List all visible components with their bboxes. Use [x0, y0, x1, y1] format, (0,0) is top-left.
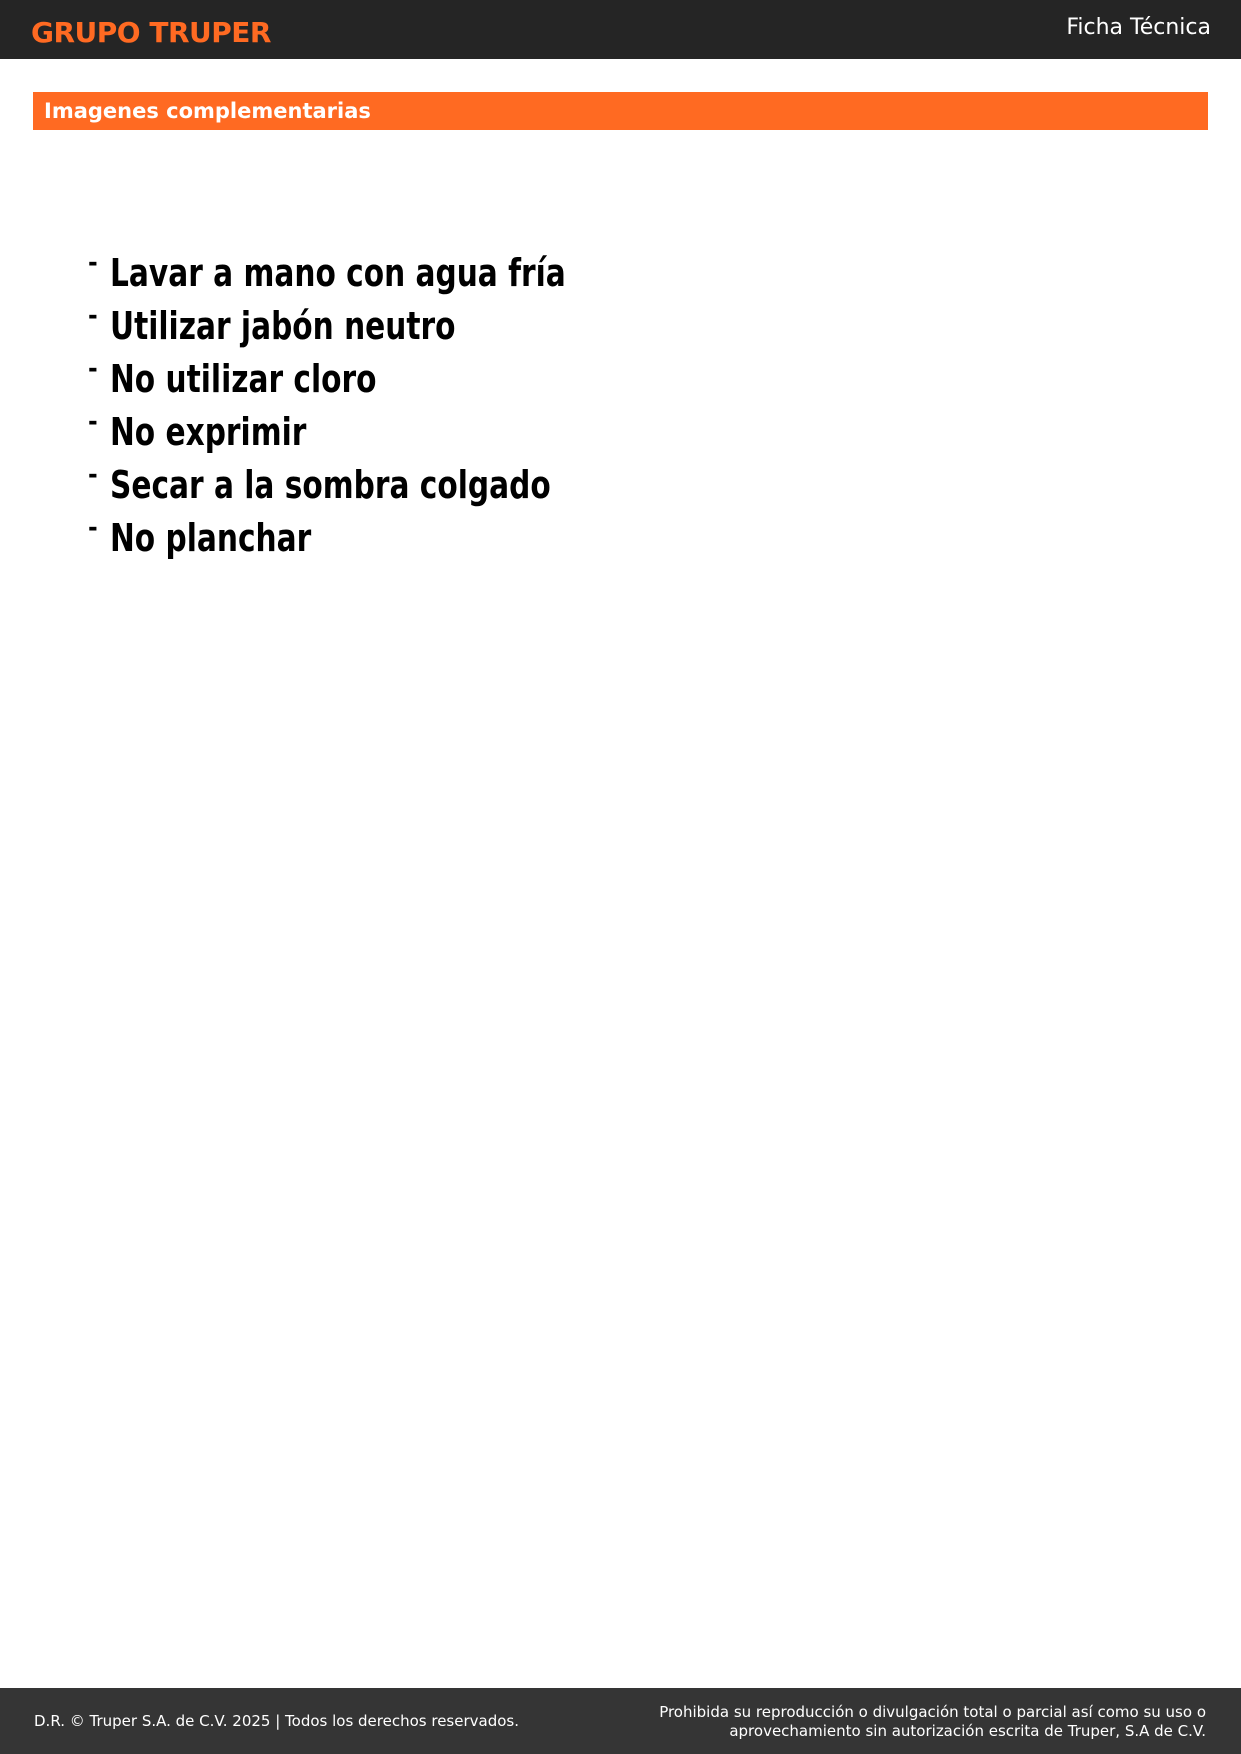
copyright-notice: D.R. © Truper S.A. de C.V. 2025 | Todos los derechos reservados. — [34, 1712, 519, 1730]
list-item — [88, 407, 694, 460]
care-instruction-text: No utilizar cloro — [110, 357, 377, 401]
list-item — [88, 460, 694, 513]
document-title: Ficha Técnica — [1066, 15, 1211, 40]
section-header-bar — [33, 92, 1208, 130]
care-instruction-text: Utilizar jabón neutro — [110, 304, 456, 348]
bullet-dash: - — [88, 460, 98, 490]
bullet-dash: - — [88, 354, 98, 384]
page-footer — [0, 1688, 1241, 1754]
section-title: Imagenes complementarias — [44, 99, 371, 123]
care-instruction-text: No planchar — [110, 516, 312, 560]
care-instruction-text: Lavar a mano con agua fría — [110, 251, 566, 295]
legal-notice-line-1: Prohibida su reproducción o divulgación total o parcial así como su uso o — [659, 1703, 1206, 1721]
legal-notice-line-2: aprovechamiento sin autorización escrita de Truper, S.A de C.V. — [729, 1722, 1206, 1740]
list-item — [88, 354, 694, 407]
list-item — [88, 248, 694, 301]
bullet-dash: - — [88, 407, 98, 437]
page-header — [0, 0, 1241, 59]
truper-logo: GRUPO TRUPER — [31, 16, 271, 49]
care-instructions-list — [88, 248, 694, 566]
bullet-dash: - — [88, 513, 98, 543]
list-item — [88, 513, 694, 566]
care-instruction-text: No exprimir — [110, 410, 307, 454]
legal-notice — [646, 1703, 1206, 1741]
care-instruction-text: Secar a la sombra colgado — [110, 463, 551, 507]
list-item — [88, 301, 694, 354]
bullet-dash: - — [88, 301, 98, 331]
bullet-dash: - — [88, 248, 98, 278]
